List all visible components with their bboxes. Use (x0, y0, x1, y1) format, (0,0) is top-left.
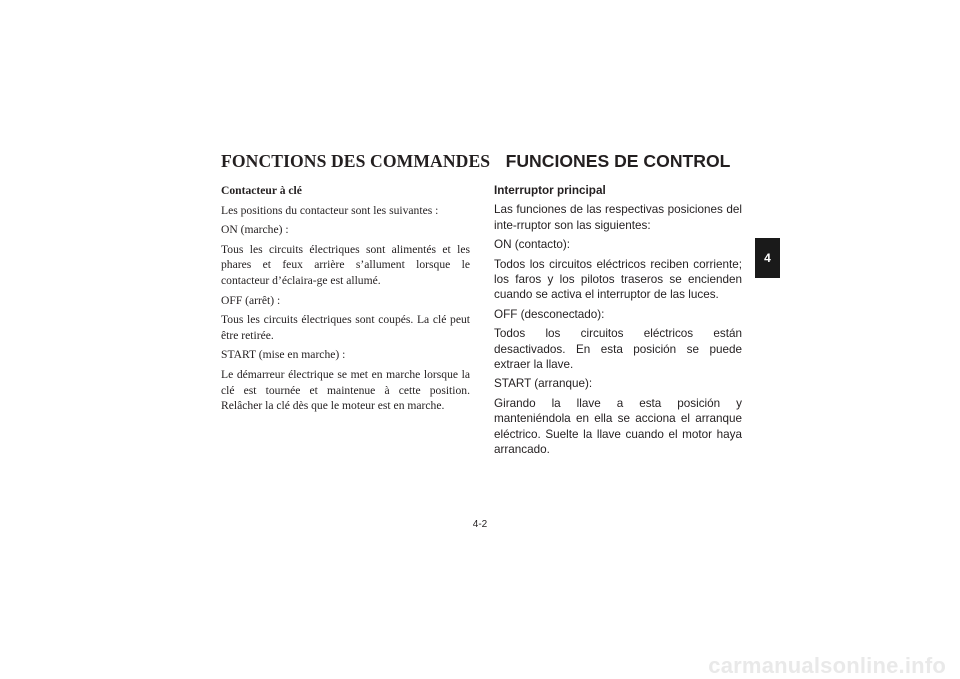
watermark: carmanualsonline.info (708, 653, 946, 678)
spanish-intro: Las funciones de las respectivas posiciones del inte-rruptor son las siguientes: (494, 203, 742, 232)
french-title: FONCTIONS DES COMMANDES (221, 151, 491, 171)
page-number: 4-2 (472, 519, 488, 530)
spanish-off-text: Todos los circuitos eléctricos están desactivados. En esta posición se puede extraer la llave. (494, 327, 742, 372)
french-subtitle: Contacteur à clé (221, 184, 302, 197)
spanish-title: FUNCIONES DE CONTROL (505, 151, 731, 171)
spanish-on-text: Todos los circuitos eléctricos reciben corriente; los faros y los pilotos traseros se encienden cuando se activa el interruptor de las luces. (494, 257, 742, 302)
spanish-on-label: ON (contacto): (494, 238, 570, 252)
french-on-text: Tous les circuits électriques sont alimentés et les phares et feux arrière s’allument lorsque le contacteur d’éclaira-ge est allumé. (221, 242, 470, 287)
french-start-label: START (mise en marche) : (221, 348, 346, 362)
french-column (221, 150, 491, 418)
french-start-text: Le démarreur électrique se met en marche lorsque la clé est tournée et maintenue à cette position. Relâcher la clé dès que le moteur est en marche. (221, 367, 470, 413)
spanish-subtitle: Interruptor principal (494, 184, 606, 197)
french-off-label: OFF (arrêt) : (221, 293, 281, 307)
french-on-label: ON (marche) : (221, 223, 289, 237)
spanish-start-text: Girando la llave a esta posición y manteniéndola en ella se acciona el arranque eléctrico. Suelte la llave cuando el motor haya arrancado. (494, 396, 742, 457)
spanish-column (494, 150, 742, 462)
spanish-start-label: START (arranque): (494, 377, 593, 391)
chapter-tab: 4 (755, 238, 780, 278)
french-off-text: Tous les circuits électriques sont coupés. La clé peut être retirée. (221, 313, 470, 342)
french-intro: Les positions du contacteur sont les suivantes : (221, 203, 439, 217)
spanish-off-label: OFF (desconectado): (494, 307, 605, 321)
